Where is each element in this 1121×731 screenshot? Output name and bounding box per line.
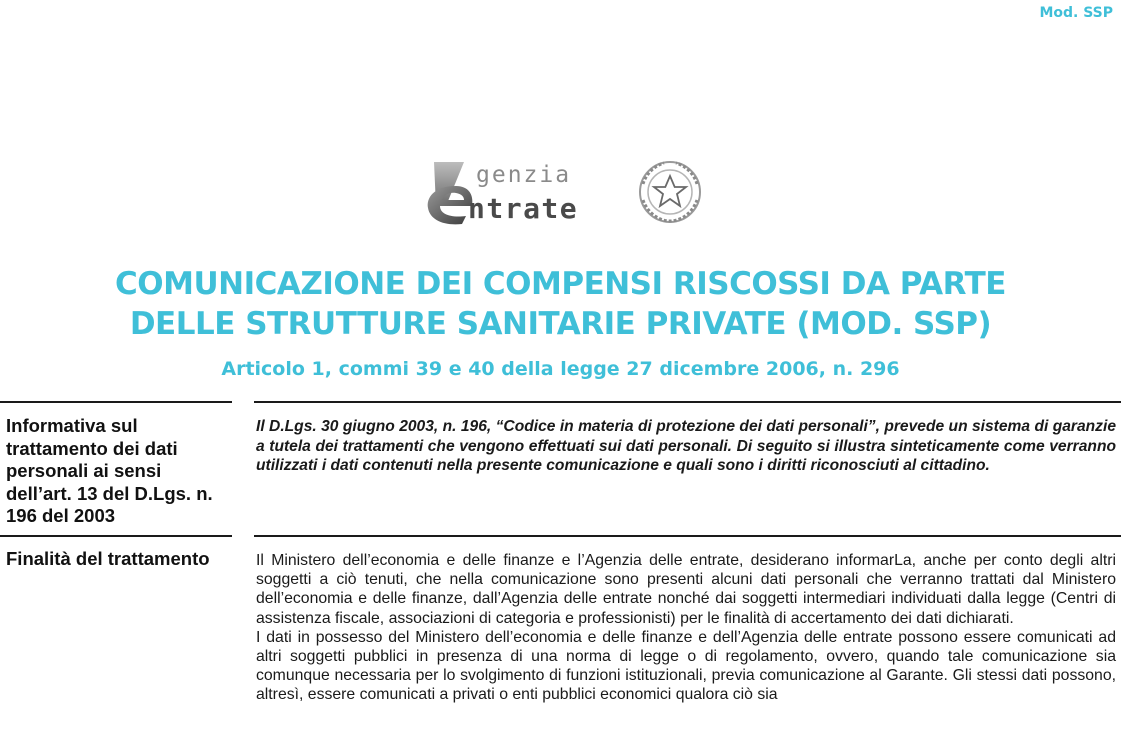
- section-divider: [254, 535, 1121, 537]
- mod-code: Mod. SSP: [1039, 5, 1113, 21]
- paragraph: Il Ministero dell’economia e delle finanze e l’Agenzia delle entrate, desiderano informarLa, anche per conto degli altri soggetti a ciò tenuti, che nella comunicazione sono presenti alcuni dati personali che verranno trattati dal Ministero dell’economia e delle finanze, dall’Agenzia delle entrate nonché dai soggetti intermediari individuati dalla legge (Centri di assistenza fiscale, associazioni di categoria e professionisti) per le finalità di accertamento dei dati dichiarati.: [256, 552, 1116, 627]
- logo-line2: ntrate: [468, 192, 579, 225]
- italian-emblem-icon: [640, 162, 700, 222]
- title-line-1: COMUNICAZIONE DEI COMPENSI RISCOSSI DA PARTE: [115, 266, 1006, 302]
- section-heading-finalita: Finalità del trattamento: [6, 548, 210, 569]
- section-heading-informativa: Informativa sul trattamento dei dati personali ai sensi dell’art. 13 del D.Lgs. n. 196 del 2003: [6, 415, 213, 526]
- logo-line1: genzia: [476, 162, 572, 188]
- section-body-finalita: [256, 551, 1116, 705]
- title-line-2: DELLE STRUTTURE SANITARIE PRIVATE (MOD. SSP): [129, 306, 992, 342]
- paragraph: I dati in possesso del Ministero dell’economia e delle finanze e dell’Agenzia delle entrate possono essere comunicati ad altri soggetti pubblici in presenza di una norma di legge o di regolamento, ovvero, quando tale comunicazione sia comunque necessaria per lo svolgimento di funzioni istituzionali, previa comunicazione al Garante. Gli stessi dati possono, altresì, essere comunicati a privati o enti pubblici economici qualora ciò sia: [256, 628, 1116, 704]
- section-divider: [0, 401, 232, 403]
- agenzia-entrate-logo: [420, 156, 710, 232]
- document-subtitle: Articolo 1, commi 39 e 40 della legge 27 dicembre 2006, n. 296: [221, 358, 900, 380]
- section-intro-text: Il D.Lgs. 30 giugno 2003, n. 196, “Codice in materia di protezione dei dati personali”, prevede un sistema di garanzie a tutela dei trattamenti che vengono effettuati sui dati personali. Di seguito si illustra sinteticamente come verranno utilizzati i dati contenuti nella presente comunicazione e quali sono i diritti riconosciuti al cittadino.: [256, 418, 1116, 474]
- document-title: [0, 264, 1121, 344]
- section-divider: [254, 401, 1121, 403]
- section-divider: [0, 535, 232, 537]
